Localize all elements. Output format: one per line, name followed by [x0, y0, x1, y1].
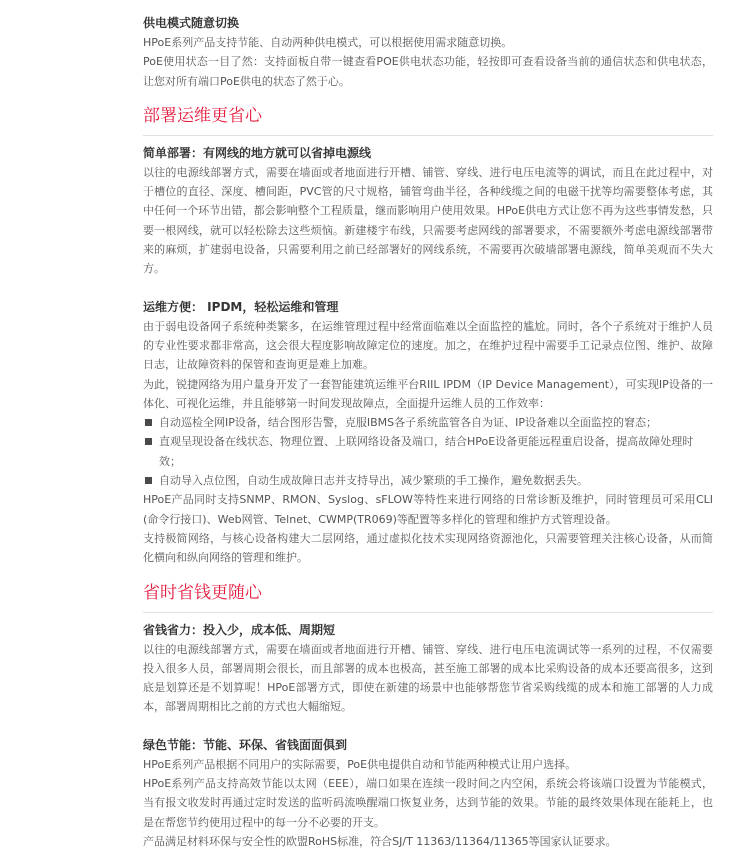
green-paragraph: HPoE系列产品根据不同用户的实际需要，PoE供电提供自动和节能两种模式让用户选择。 — [143, 757, 577, 771]
ops-paragraph: 为此，锐捷网络为用户量身开发了一套智能建筑运维平台RIIL IPDM（IP Device Management），可实现IP设备的一体化、可视化运维，并且能够第一时间发现故障点，全面提升运维人员的工作效率： — [143, 377, 713, 410]
square-bullet-icon — [145, 438, 152, 445]
ops-paragraph: 由于弱电设备网子系统种类繁多，在运维管理过程中经常面临难以全面监控的尴尬。同时，各个子系统对于维护人员的专业性要求都非常高，这会很大程度影响故障定位的速度。加之，在维护过程中需要手工记录点位图、维护、故障日志，让故障资料的保管和查询更是难上加难。 — [143, 319, 713, 372]
article — [143, 14, 713, 851]
list-item-text: 自动巡检全网IP设备，结合图形告警，克服IBMS各子系统监管各自为证、IP设备难以全面监控的窘态； — [159, 416, 658, 430]
eee-paragraph: HPoE系列产品支持高效节能以太网（EEE），端口如果在连续一段时间之内空闲，系统会将该端口设置为节能模式，当有报文收发时再通过定时发送的监听码流唤醒端口恢复业务，达到节能的效果。节能的最终效果体现在能耗上，也是在帮您节约使用过程中的每一分不必要的开支。 — [143, 777, 713, 829]
green-heading: 绿色节能：节能、环保、省钱面面俱到 — [143, 737, 348, 752]
section-title-deploy: 部署运维更省心 — [143, 105, 262, 126]
section-title-save: 省时省钱更随心 — [143, 582, 262, 603]
list-item — [143, 432, 713, 471]
list-item — [143, 413, 713, 432]
rohs-paragraph: 产品满足材料环保与安全性的欧盟RoHS标准，符合SJ/T 11363/11364/11365等国家认证要求。 — [143, 834, 617, 848]
power-mode-paragraph: HPoE系列产品支持节能、自动两种供电模式，可以根据使用需求随意切换。 — [143, 36, 513, 49]
simple-deploy-heading: 简单部署：有网线的地方就可以省掉电源线 — [143, 145, 372, 160]
list-item-text: 直观呈现设备在线状态、物理位置、上联网络设备及端口，结合HPoE设备更能远程重启设备，提高故障处理时效； — [159, 435, 694, 468]
square-bullet-icon — [145, 477, 152, 484]
simple-deploy-paragraph: 以往的电源线部署方式，需要在墙面或者地面进行开槽、铺管、穿线、进行电压电流等的调试，而且在此过程中，对于槽位的直径、深度、槽间距，PVC管的尺寸规格，铺管弯曲半径，各种线缆之间的电磁干扰等均需要整体考虑，其中任何一个环节出错，都会影响整个工程质量，继而影响用户使用效果。HPoE供电方式让您不再为这些事情发愁，只要一根网线，就可以轻松除去这些烦恼。新建楼宇布线，只需要考虑网线的部署要求，不需要额外考虑电源线部署带来的麻烦，扩建弱电设备，只需要利用之前已经部署好的网线系统，不需要再次破墙部署电源线，简单美观而不失大方。 — [143, 165, 713, 276]
list-item-text: 自动导入点位图，自动生成故障日志并支持导出，减少繁琐的手工操作，避免数据丢失。 — [159, 474, 588, 488]
poe-status-paragraph: PoE使用状态一目了然：支持面板自带一键查看POE供电状态功能，轻按即可查看设备当前的通信状态和供电状态，让您对所有端口PoE供电的状态了然于心。 — [143, 55, 713, 88]
cost-paragraph: 以往的电源线部署方式，需要在墙面或者地面进行开槽、铺管、穿线、进行电压电流调试等一系列的过程，不仅需要投入很多人员，部署周期会很长，而且部署的成本也极高，甚至施工部署的成本比采购设备的成本还要高很多，这到底是划算还是不划算呢！HPoE部署方式，即使在新建的场景中也能够帮您节省采购线缆的成本和施工部署的人力成本，部署周期相比之前的方式也大幅缩短。 — [143, 642, 713, 714]
ops-heading: 运维方便： IPDM，轻松运维和管理 — [143, 299, 339, 314]
simple-network-paragraph: 支持极简网络，与核心设备构建大二层网络，通过虚拟化技术实现网络资源池化，只需要管理关注核心设备，从而简化横向和纵向网络的管理和维护。 — [143, 531, 713, 565]
list-item — [143, 471, 713, 490]
square-bullet-icon — [145, 419, 152, 426]
cost-heading: 省钱省力：投入少，成本低、周期短 — [143, 622, 336, 637]
management-paragraph: HPoE产品同时支持SNMP、RMON、Syslog、sFLOW等特性来进行网络的日常诊断及维护，同时管理员可采用CLI(命令行接口)、Web网管、Telnet、CWMP(TR069)等配置等多样化的管理和维护方式管理设备。 — [143, 493, 713, 526]
power-mode-heading: 供电模式随意切换 — [143, 16, 240, 30]
